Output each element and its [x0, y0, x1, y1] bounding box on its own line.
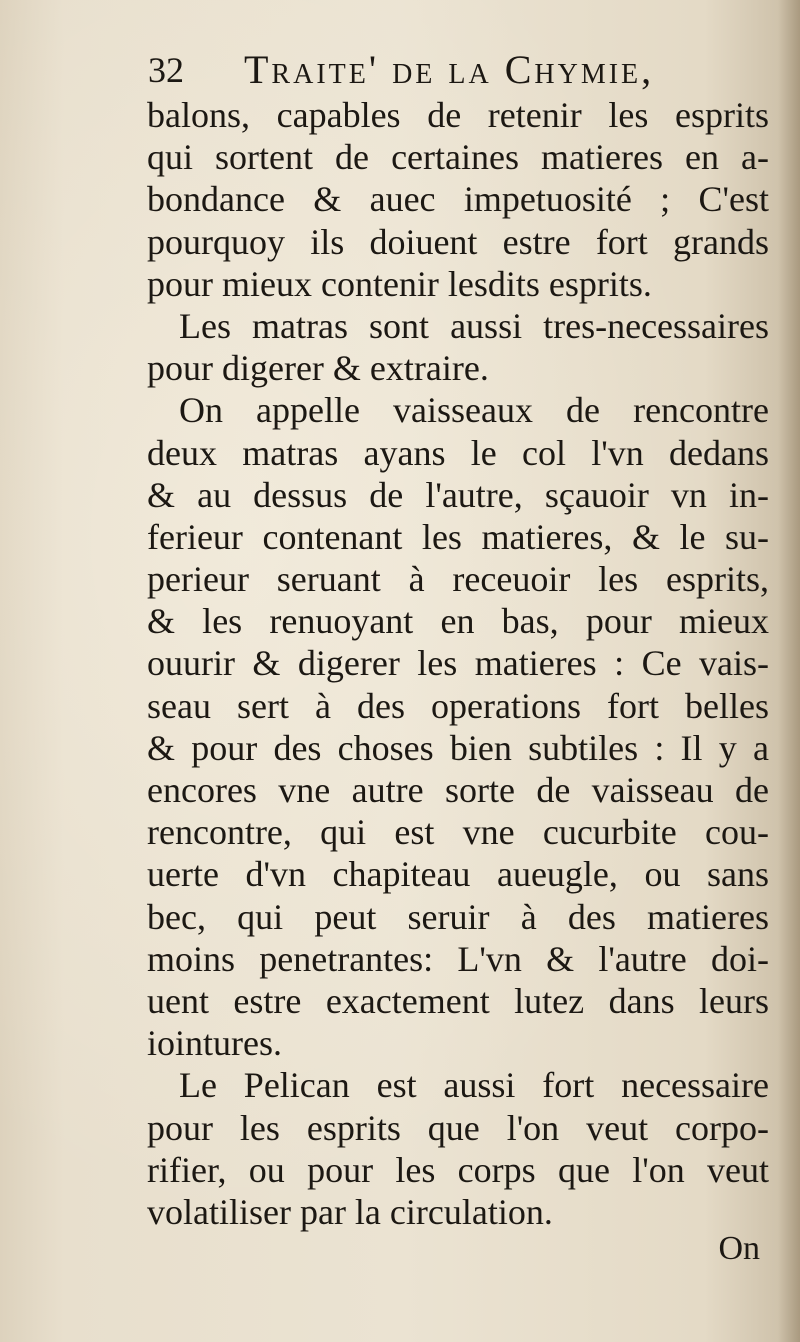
text-line: pourquoy ils doiuent estre fort grands	[147, 221, 769, 262]
text-line: moins penetrantes: L'vn & l'autre doi-	[147, 938, 769, 979]
text-line: seau sert à des operations fort belles	[147, 685, 769, 726]
page-number: 32	[148, 50, 184, 90]
page-edge-shadow	[778, 0, 800, 1342]
body-text	[147, 94, 769, 1233]
text-line: uerte d'vn chapiteau aueugle, ou sans	[147, 854, 769, 895]
paragraph-start-line: Le Pelican est aussi fort necessaire	[179, 1065, 769, 1106]
text-line: & les renuoyant en bas, pour mieux	[147, 601, 769, 642]
paragraph-start-line: On appelle vaisseaux de rencontre	[179, 390, 769, 431]
page-header	[148, 42, 768, 98]
text-line: bec, qui peut seruir à des matieres	[147, 896, 769, 937]
text-line: & au dessus de l'autre, sçauoir vn in-	[147, 474, 769, 515]
text-line: uent estre exactement lutez dans leurs	[147, 980, 769, 1021]
text-line: ouurir & digerer les matieres : Ce vais-	[147, 643, 769, 684]
text-line: encores vne autre sorte de vaisseau de	[147, 770, 769, 810]
text-line: volatiliser par la circulation.	[147, 1191, 553, 1232]
text-line: qui sortent de certaines matieres en a-	[147, 137, 769, 178]
text-line: bondance & auec impetuosité ; C'est	[147, 179, 769, 220]
text-line: rifier, ou pour les corps que l'on veut	[147, 1149, 769, 1190]
text-line: pour mieux contenir lesdits esprits.	[147, 263, 652, 304]
running-title: Traite' de la Chymie,	[244, 47, 655, 92]
catchword: On	[718, 1230, 760, 1267]
text-line: pour digerer & extraire.	[147, 348, 489, 389]
text-line: pour les esprits que l'on veut corpo-	[147, 1107, 769, 1148]
text-line: iointures.	[147, 1023, 282, 1064]
text-line: perieur seruant à receuoir les esprits,	[147, 559, 769, 600]
text-line: balons, capables de retenir les esprits	[147, 95, 769, 135]
paragraph-start-line: Les matras sont aussi tres-necessaires	[179, 305, 769, 346]
text-line: ferieur contenant les matieres, & le su-	[147, 516, 769, 557]
text-line: deux matras ayans le col l'vn dedans	[147, 432, 769, 473]
text-line: rencontre, qui est vne cucurbite cou-	[147, 812, 769, 853]
text-line: & pour des choses bien subtiles : Il y a	[147, 727, 769, 768]
